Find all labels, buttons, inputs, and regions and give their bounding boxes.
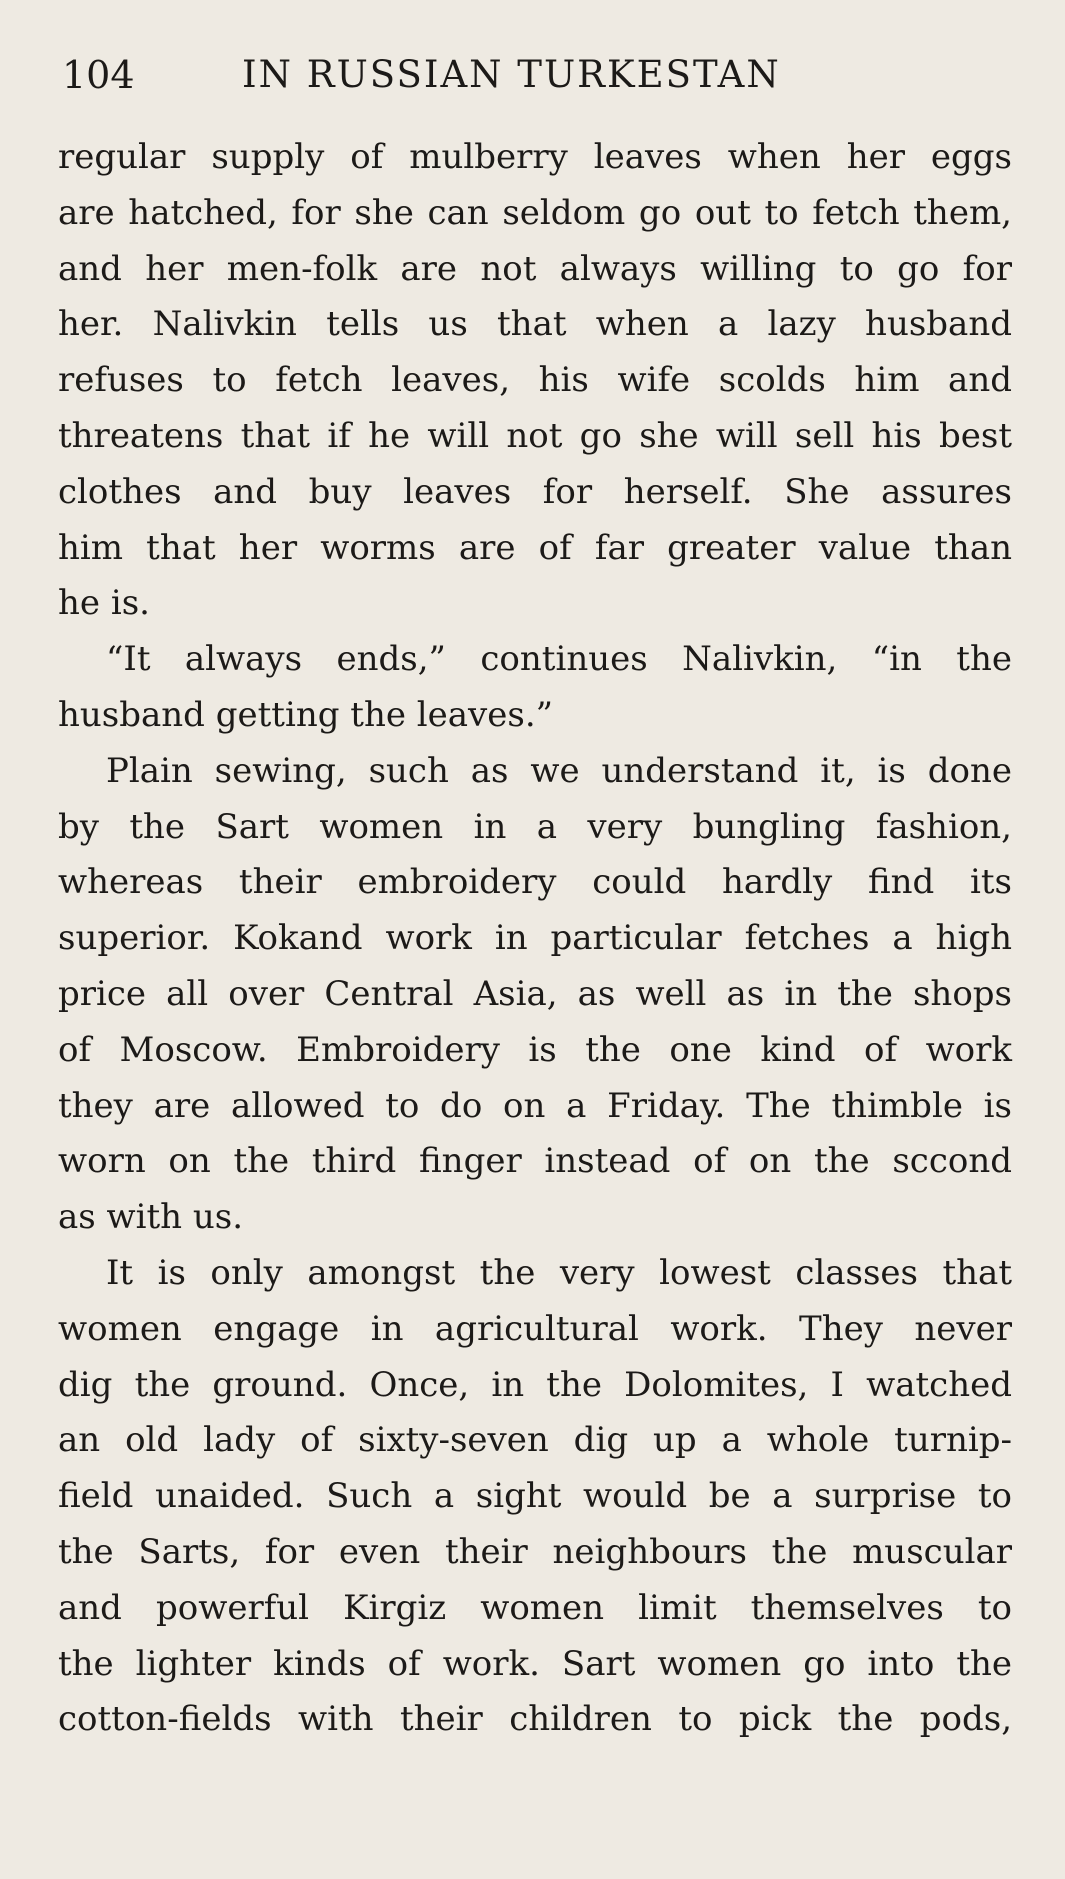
text-line: are hatched, for she can seldom go out to fetch them, <box>58 192 1012 233</box>
text-line: cotton-fields with their children to pick the pods, <box>58 1699 1012 1740</box>
text-line: threatens that if he will not go she will sell his best <box>58 415 1012 456</box>
text-line: dig the ground. Once, in the Dolomites, I watched <box>58 1364 1012 1405</box>
text-line: field unaided. Such a sight would be a surprise to <box>58 1476 1012 1517</box>
text-line: him that her worms are of far greater value than <box>58 527 1012 568</box>
text-line: and powerful Kirgiz women limit themselves to <box>58 1587 1012 1628</box>
running-title: IN RUSSIAN TURKESTAN <box>242 53 781 96</box>
text-line: Plain sewing, such as we understand it, is done <box>106 750 1012 791</box>
body-text <box>58 130 1012 1748</box>
text-line: refuses to fetch leaves, his wife scolds him and <box>58 360 1012 401</box>
text-line: the Sarts, for even their neighbours the muscular <box>58 1531 1012 1572</box>
page-number: 104 <box>62 53 135 97</box>
text-line: “It always ends,” continues Nalivkin, “in the <box>106 639 1012 680</box>
text-line: worn on the third finger instead of on the sccond <box>58 1141 1012 1182</box>
text-line: women engage in agricultural work. They never <box>58 1308 1012 1349</box>
text-line: of Moscow. Embroidery is the one kind of work <box>58 1029 1012 1070</box>
text-line: he is. <box>58 583 150 624</box>
text-line: superior. Kokand work in particular fetches a high <box>58 918 1012 959</box>
text-line: the lighter kinds of work. Sart women go into the <box>58 1643 1012 1684</box>
text-line: clothes and buy leaves for herself. She assures <box>58 471 1012 512</box>
text-line: they are allowed to do on a Friday. The thimble is <box>58 1085 1012 1126</box>
text-line: It is only amongst the very lowest classes that <box>106 1252 1012 1293</box>
text-line: an old lady of sixty-seven dig up a whole turnip- <box>58 1420 1012 1461</box>
text-line: and her men-folk are not always willing to go for <box>58 248 1012 289</box>
running-head <box>62 50 1012 100</box>
text-line: husband getting the leaves.” <box>58 694 554 735</box>
text-line: whereas their embroidery could hardly find its <box>58 862 1012 903</box>
text-line: regular supply of mulberry leaves when her eggs <box>58 137 1012 177</box>
text-line: price all over Central Asia, as well as in the shops <box>58 973 1012 1014</box>
text-line: as with us. <box>58 1197 244 1238</box>
text-line: by the Sart women in a very bungling fashion, <box>58 806 1012 847</box>
text-line: her. Nalivkin tells us that when a lazy husband <box>58 304 1012 345</box>
